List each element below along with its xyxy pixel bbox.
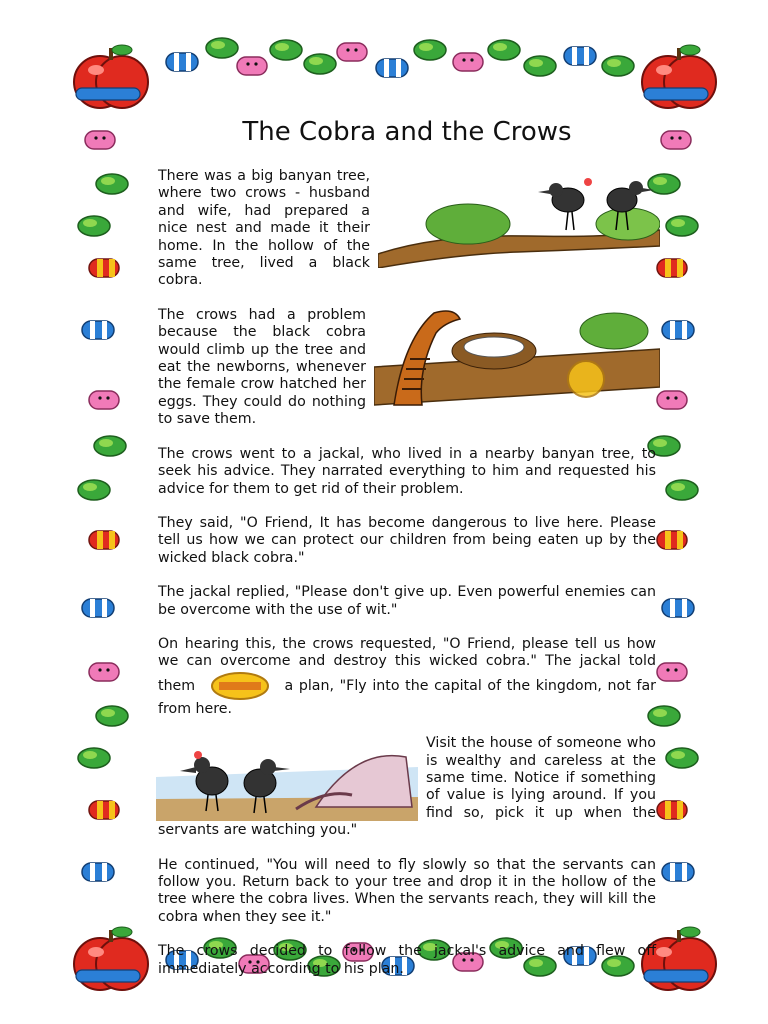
artwork-stamp: [568, 361, 604, 397]
crow-figure: [538, 178, 592, 212]
apple-top-right: [642, 45, 716, 108]
paragraph-8: He continued, "You will need to fly slowly so that the servants can follow you. Return back to your tree and drop it in the hollow of the tree where the cobra lives. When the servants reach, they will kill the cobra when they see it.": [158, 856, 656, 925]
border-left: [78, 131, 128, 881]
paragraph-5: The jackal replied, "Please don't give up. Even powerful enemies can be overcome with the use of wit.": [158, 584, 656, 618]
crows-on-branch-illustration: [378, 172, 660, 268]
crow-figure: [607, 181, 654, 212]
border-top: [166, 38, 634, 77]
paragraph-4: They said, "O Friend, It has become dangerous to live here. Please tell us how we can protect our children from being eaten up by the wicked black cobra.": [158, 514, 656, 566]
paragraph-3: The crows went to a jackal, who lived in a nearby banyan tree, to seek his advice. They narrated everything to him and requested his advice for them to get rid of their problem.: [158, 445, 656, 497]
paragraph-1: There was a big banyan tree, where two crows - husband and wife, had prepared a nice nest and made it their home. In the hollow of the same tree, lived a black cobra.: [158, 168, 370, 289]
crows-and-jackal-illustration: [156, 737, 418, 821]
story-content: [158, 116, 656, 995]
paragraph-9: The crows decided to follow the jackal's advice and flew off immediately according to his plan.: [158, 943, 656, 977]
apple-top-left: [74, 45, 148, 108]
paragraph-6-part-2: a plan, "Fly into the capital of the kingdom, not far from here.: [158, 677, 656, 717]
paragraph-6: [158, 636, 656, 718]
cobra-and-nest-illustration: [374, 309, 660, 409]
story-title: The Cobra and the Crows: [242, 117, 572, 147]
paragraph-7: Visit the house of someone who is wealthy and careless at the same time. Notice if something of value is lying around. If you find so, pick it up when the servants are watching you.": [158, 735, 656, 839]
artwork-stamp: [209, 671, 271, 701]
paragraph-2: The crows had a problem because the black cobra would climb up the tree and eat the newborns, whenever the female crow hatched her eggs. They could do nothing to save them.: [158, 306, 366, 428]
apple-bottom-left: [74, 927, 148, 990]
paragraph-6-part-1: On hearing this, the crows requested, "O Friend, please tell us how we can overcome and destroy this wicked cobra." The jackal told them: [158, 635, 656, 694]
